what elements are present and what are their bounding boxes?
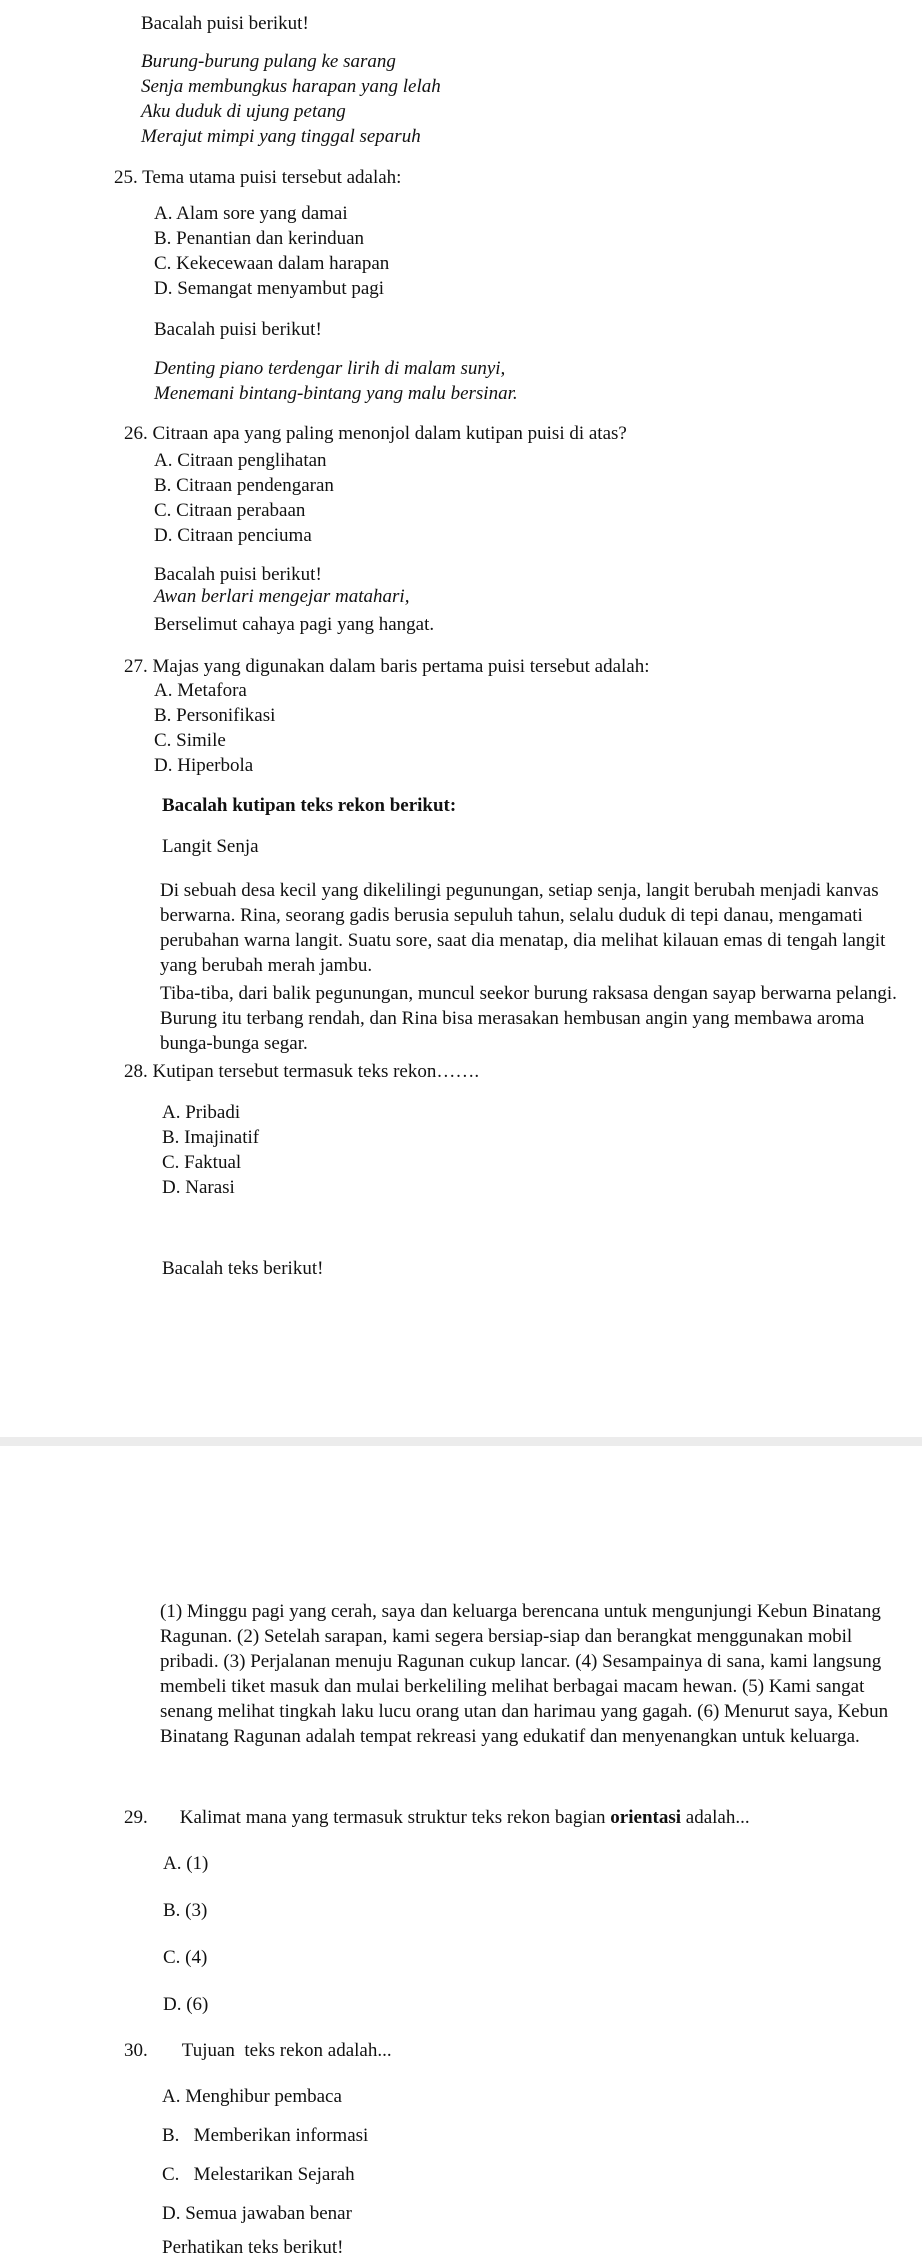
q30-option-a: A. Menghibur pembaca (162, 2086, 342, 2107)
q29-question-keyword: orientasi (610, 1807, 682, 1828)
q27-poem-line-2: Berselimut cahaya pagi yang hangat. (154, 614, 435, 635)
q29-question (124, 1805, 750, 1830)
q26-option-c: C. Citraan perabaan (154, 500, 306, 521)
q28-question: 28. Kutipan tersebut termasuk teks rekon……. (124, 1061, 480, 1082)
q25-poem-line-4: Merajut mimpi yang tinggal separuh (141, 126, 421, 147)
q26-option-a: A. Citraan penglihatan (154, 450, 327, 471)
q25-intro: Bacalah puisi berikut! (141, 13, 309, 34)
q27-intro: Bacalah puisi berikut! (154, 564, 322, 585)
q30-option-d: D. Semua jawaban benar (162, 2203, 352, 2224)
q25-option-b: B. Penantian dan kerinduan (154, 228, 365, 249)
q25-poem-line-2: Senja membungkus harapan yang lelah (141, 76, 441, 97)
q30-question-text: Tujuan teks rekon adalah... (181, 2040, 392, 2061)
q26-poem-line-1: Denting piano terdengar lirih di malam sunyi, (154, 358, 506, 379)
q29-option-b: B. (3) (163, 1900, 208, 1921)
q29-question-text: Kalimat mana yang termasuk struktur teks rekon bagian (179, 1807, 606, 1828)
page-gap (0, 1437, 922, 1446)
q27-option-b: B. Personifikasi (154, 705, 276, 726)
recount-title: Langit Senja (162, 836, 259, 857)
q29-question-end: adalah... (685, 1807, 750, 1828)
next-text-intro: Bacalah teks berikut! (162, 1258, 324, 1279)
q30-question (124, 2038, 392, 2063)
q28-option-a: A. Pribadi (162, 1102, 241, 1123)
q27-option-a: A. Metafora (154, 680, 247, 701)
q26-question: 26. Citraan apa yang paling menonjol dalam kutipan puisi di atas? (124, 423, 627, 444)
q29-option-a: A. (1) (163, 1853, 209, 1874)
q25-question: 25. Tema utama puisi tersebut adalah: (114, 167, 402, 188)
q28-intro: Bacalah kutipan teks rekon berikut: (162, 795, 457, 816)
q26-intro: Bacalah puisi berikut! (154, 319, 322, 340)
q25-option-d: D. Semangat menyambut pagi (154, 278, 385, 299)
recount-paragraph-2: Tiba-tiba, dari balik pegunungan, muncul seekor burung raksasa dengan sayap berwarna pelangi. Burung itu terbang rendah, dan Rina bisa merasakan hembusan angin yang membawa aroma bunga-bunga segar. (160, 983, 897, 1054)
q25-option-c: C. Kekecewaan dalam harapan (154, 253, 390, 274)
document-page-2 (0, 1446, 922, 2258)
q27-poem-line-1: Awan berlari mengejar matahari, (154, 586, 410, 607)
q26-poem-line-2: Menemani bintang-bintang yang malu bersinar. (154, 383, 518, 404)
recount-passage: (1) Minggu pagi yang cerah, saya dan keluarga berencana untuk mengunjungi Kebun Binatang Ragunan. (2) Setelah sarapan, kami segera bersiap-siap dan berangkat menggunakan mobil pribadi. (3) Perjalanan menuju Ragunan cukup lancar. (4) Sesampainya di sana, kami langsung membeli tiket masuk dan mulai berkeliling melihat berbagai macam hewan. (5) Kami sangat senang melihat tingkah laku lucu orang utan dan harimau yang gagah. (6) Menurut saya, Kebun Binatang Ragunan adalah tempat rekreasi yang edukatif dan menyenangkan untuk keluarga. (160, 1601, 889, 1747)
q27-question: 27. Majas yang digunakan dalam baris pertama puisi tersebut adalah: (124, 656, 650, 677)
q25-poem-line-3: Aku duduk di ujung petang (141, 101, 346, 122)
q26-option-d: D. Citraan penciuma (154, 525, 312, 546)
q25-option-a: A. Alam sore yang damai (154, 203, 348, 224)
q30-option-b: B. Memberikan informasi (162, 2125, 369, 2146)
q29-option-d: D. (6) (163, 1994, 209, 2015)
q29-option-c: C. (4) (163, 1947, 208, 1968)
q30-number: 30. (124, 2040, 148, 2061)
q28-option-b: B. Imajinatif (162, 1127, 260, 1148)
recount-paragraph-1: Di sebuah desa kecil yang dikelilingi pegunungan, setiap senja, langit berubah menjadi kanvas berwarna. Rina, seorang gadis berusia sepuluh tahun, selalu duduk di tepi danau, mengamati perubahan warna langit. Suatu sore, saat dia menatap, dia melihat kilauan emas di tengah langit yang berubah merah jambu. (160, 880, 886, 976)
q29-number: 29. (124, 1807, 148, 1828)
q26-option-b: B. Citraan pendengaran (154, 475, 334, 496)
q28-option-d: D. Narasi (162, 1177, 235, 1198)
q30-option-c: C. Melestarikan Sejarah (162, 2164, 355, 2185)
next-text-footer: Perhatikan teks berikut! (162, 2237, 344, 2258)
q27-option-d: D. Hiperbola (154, 755, 254, 776)
q27-option-c: C. Simile (154, 730, 226, 751)
q28-option-c: C. Faktual (162, 1152, 242, 1173)
q25-poem-line-1: Burung-burung pulang ke sarang (141, 51, 396, 72)
